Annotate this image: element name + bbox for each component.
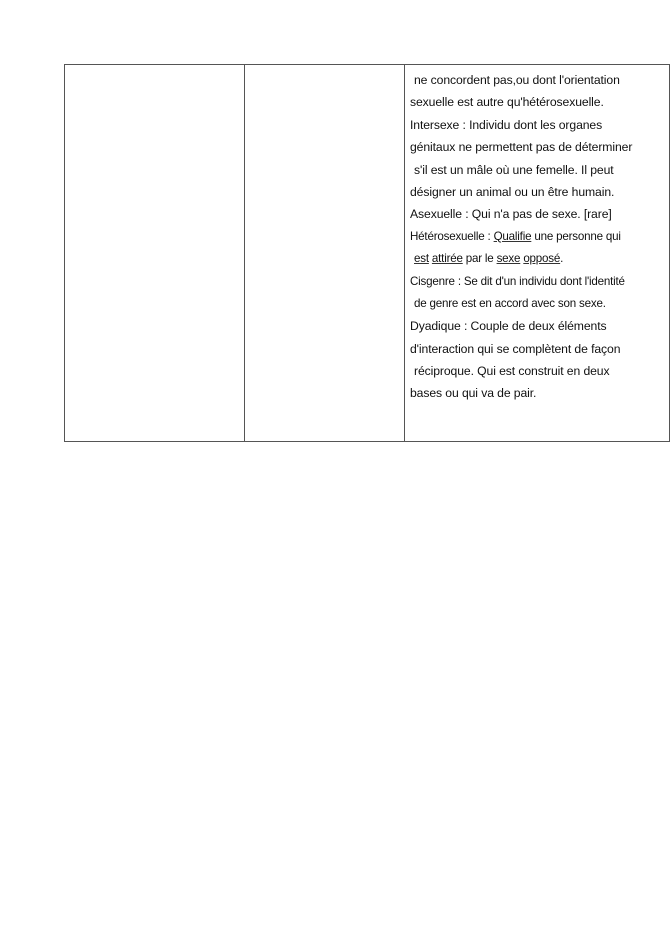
text-fragment: une personne qui bbox=[531, 229, 621, 243]
link-attiree[interactable]: attirée bbox=[431, 252, 463, 266]
text-line: ne concordent pas,ou dont l'orientation bbox=[414, 73, 620, 87]
definition-dyadique: Dyadique : Couple de deux éléments bbox=[410, 319, 607, 334]
definition-heterosexuelle bbox=[410, 226, 665, 248]
link-qualifie[interactable]: Qualifie bbox=[493, 229, 532, 243]
definition-intersexe: Intersexe : Individu dont les organes bbox=[410, 117, 603, 132]
text-fragment: par le bbox=[462, 252, 497, 266]
link-oppose[interactable]: opposé bbox=[523, 252, 561, 266]
text-line: de genre est en accord avec son sexe. bbox=[414, 296, 606, 310]
text-line: sexuelle est autre qu'hétérosexuelle. bbox=[410, 95, 604, 110]
table-cell-column-2 bbox=[245, 65, 405, 441]
text-line bbox=[410, 248, 665, 270]
term-label: Hétérosexuelle : bbox=[410, 229, 494, 243]
definitions-table bbox=[64, 64, 670, 442]
link-sexe[interactable]: sexe bbox=[496, 252, 521, 266]
text-line: génitaux ne permettent pas de déterminer bbox=[410, 140, 633, 155]
definition-cisgenre: Cisgenre : Se dit d'un individu dont l'identité bbox=[410, 274, 625, 288]
text-line: s'il est un mâle où une femelle. Il peut bbox=[414, 162, 614, 177]
text-line: désigner un animal ou un être humain. bbox=[410, 184, 615, 199]
text-line: d'interaction qui se complètent de façon bbox=[410, 341, 621, 356]
text-line: réciproque. Qui est construit en deux bbox=[414, 364, 610, 379]
definition-asexuelle: Asexuelle : Qui n'a pas de sexe. [rare] bbox=[410, 207, 612, 222]
table-cell-column-1 bbox=[65, 65, 245, 441]
table-cell-definitions bbox=[405, 65, 669, 441]
text-fragment: . bbox=[560, 252, 564, 266]
text-line: bases ou qui va de pair. bbox=[410, 386, 537, 401]
link-est[interactable]: est bbox=[414, 252, 429, 266]
